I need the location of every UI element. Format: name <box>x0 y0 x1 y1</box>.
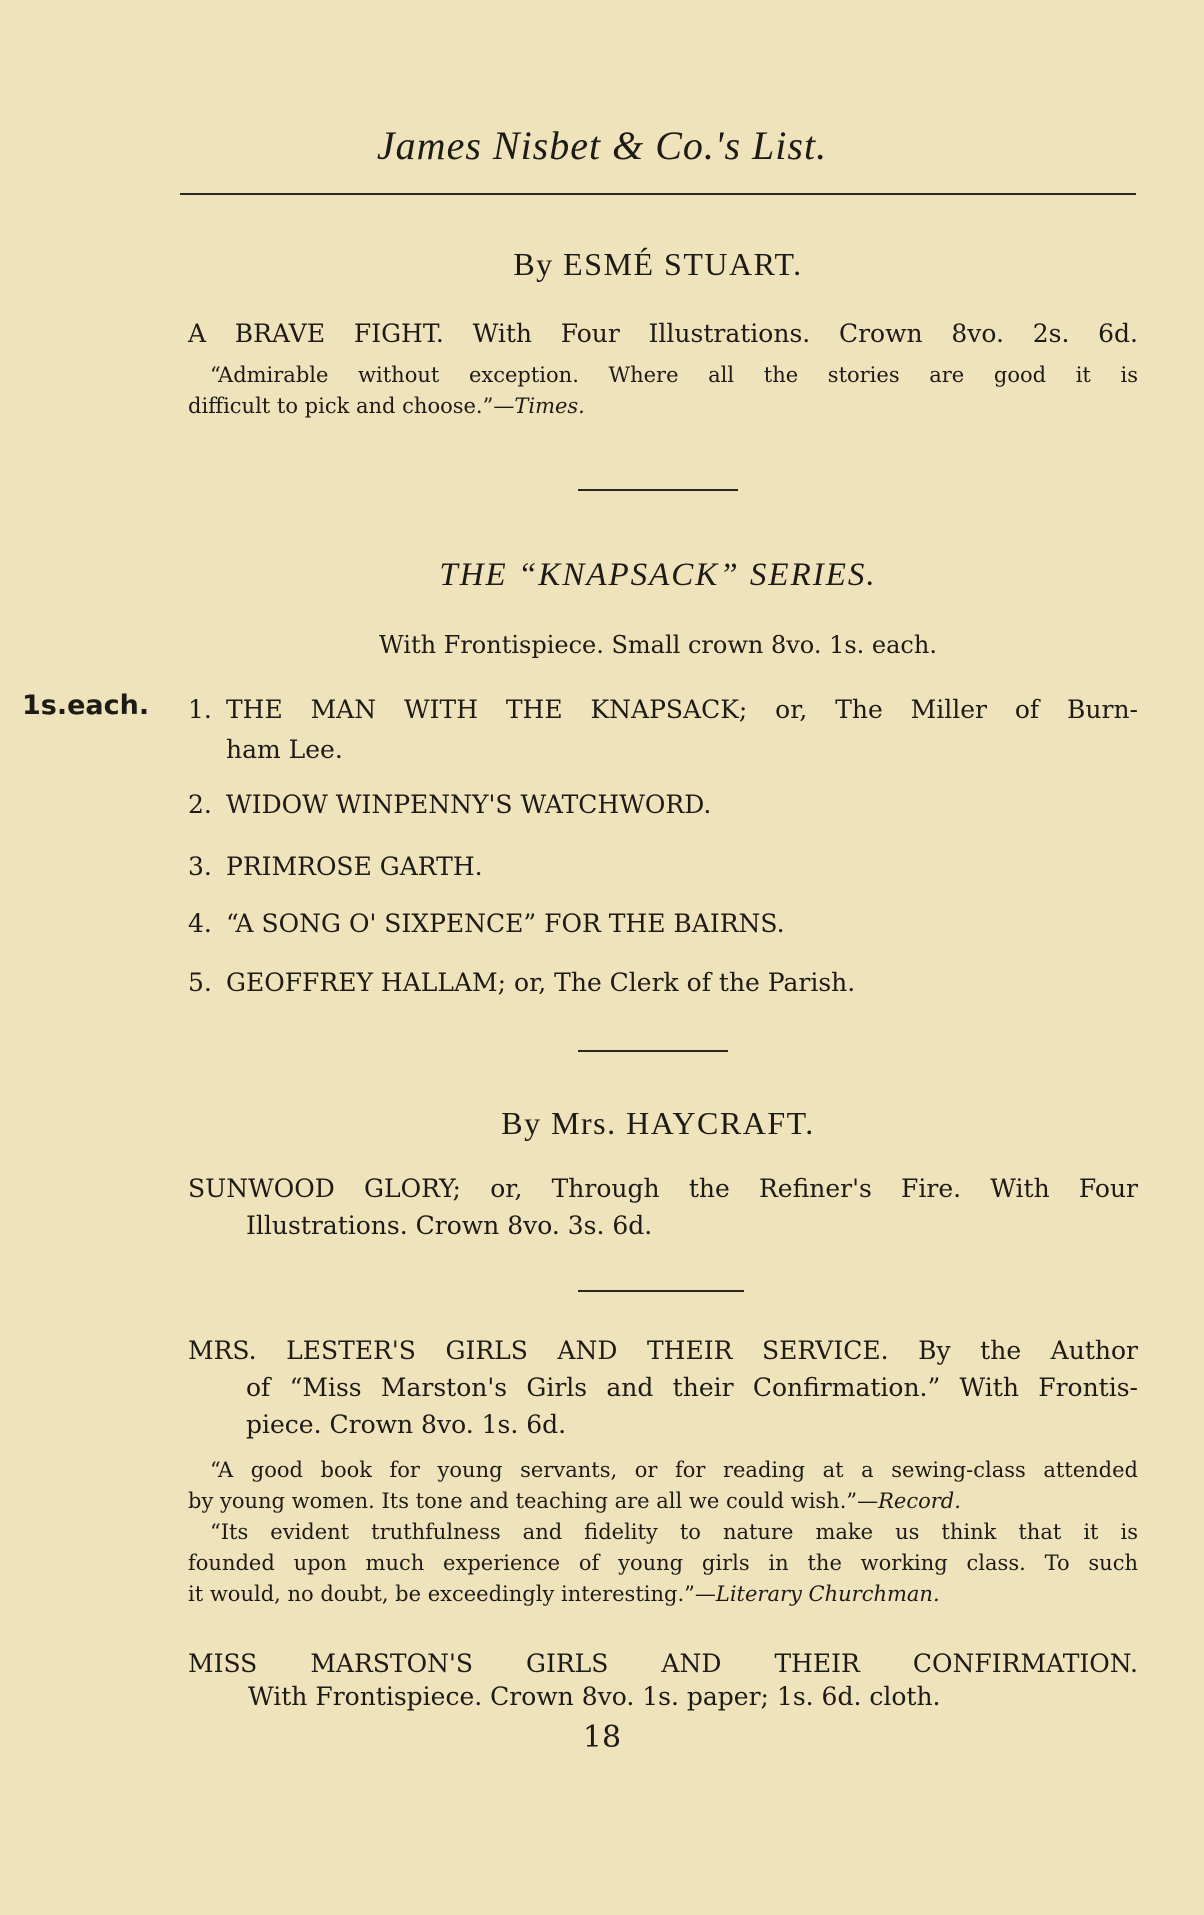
page-header-title: James Nisbet & Co.'s List. <box>376 123 828 168</box>
price-margin-label: 1s.each. <box>22 690 150 721</box>
item-number: 5. <box>188 968 212 997</box>
review-text: by young women. Its tone and teaching are all we could wish.”— <box>188 1489 879 1513</box>
list-item <box>188 963 1138 1003</box>
item-title: PRIMROSE GARTH. <box>226 852 483 881</box>
item-title: THE MAN WITH THE KNAPSACK; or, The Miller of Burn- <box>226 695 1138 724</box>
review-text: difficult to pick and choose.”— <box>188 394 515 418</box>
section-divider <box>578 489 738 491</box>
section-divider <box>578 1290 744 1292</box>
review-source: Record. <box>878 1489 961 1513</box>
stuart-heading: By ESMÉ STUART. <box>513 246 803 282</box>
item-title-continued: ham Lee. <box>226 735 343 764</box>
item-number: 2. <box>188 790 212 819</box>
entry-line: MISS MARSTON'S GIRLS AND THEIR CONFIRMATION. <box>188 1649 1138 1678</box>
sunwood-glory-entry <box>188 1170 1138 1244</box>
list-item <box>188 904 1138 944</box>
lester-reviews <box>188 1455 1138 1610</box>
review-line: “Admirable without exception. Where all the stories are good it is <box>210 363 1138 387</box>
item-title: “A SONG O' SIXPENCE” FOR THE BAIRNS. <box>226 909 785 938</box>
knapsack-subheading: With Frontispiece. Small crown 8vo. 1s. each. <box>379 631 937 659</box>
haycraft-heading: By Mrs. HAYCRAFT. <box>501 1105 815 1141</box>
list-item <box>188 847 1138 887</box>
review-line: “Its evident truthfulness and fidelity to nature make us think that it is <box>210 1520 1138 1544</box>
review-line-last <box>188 391 1138 422</box>
review-line-last <box>188 1579 1138 1610</box>
entry-line-continued: Illustrations. Crown 8vo. 3s. 6d. <box>246 1211 653 1240</box>
entry-line-continued: piece. Crown 8vo. 1s. 6d. <box>246 1410 567 1439</box>
item-title: WIDOW WINPENNY'S WATCHWORD. <box>226 790 712 819</box>
item-number: 3. <box>188 852 212 881</box>
lester-entry <box>188 1332 1138 1443</box>
entry-line-continued: With Frontispiece. Crown 8vo. 1s. paper; 1s. 6d. cloth. <box>248 1682 941 1711</box>
page-number: 18 <box>582 1720 622 1755</box>
review-line: “A good book for young servants, or for reading at a sewing-class attended <box>210 1458 1138 1482</box>
review-line-last <box>188 1486 1138 1517</box>
entry-line-continued: of “Miss Marston's Girls and their Confirmation.” With Frontis- <box>246 1373 1138 1402</box>
item-number: 4. <box>188 909 212 938</box>
item-number: 1. <box>188 695 212 724</box>
marston-entry <box>188 1645 1138 1715</box>
item-title: GEOFFREY HALLAM; or, The Clerk of the Parish. <box>226 968 856 997</box>
review-source: Times. <box>514 394 585 418</box>
entry-line: SUNWOOD GLORY; or, Through the Refiner's Fire. With Four <box>188 1174 1138 1203</box>
brave-fight-review <box>188 360 1138 422</box>
header-rule <box>180 193 1136 195</box>
list-item <box>188 690 1138 770</box>
list-item <box>188 785 1138 825</box>
entry-line: MRS. LESTER'S GIRLS AND THEIR SERVICE. By the Author <box>188 1336 1138 1365</box>
brave-fight-entry: A BRAVE FIGHT. With Four Illustrations. Crown 8vo. 2s. 6d. <box>188 319 1138 348</box>
section-divider <box>578 1050 728 1052</box>
review-text: it would, no doubt, be exceedingly interesting.”— <box>188 1582 716 1606</box>
review-source: Literary Churchman. <box>715 1582 940 1606</box>
review-line: founded upon much experience of young girls in the working class. To such <box>188 1551 1138 1575</box>
knapsack-heading: THE “KNAPSACK” SERIES. <box>439 557 877 593</box>
